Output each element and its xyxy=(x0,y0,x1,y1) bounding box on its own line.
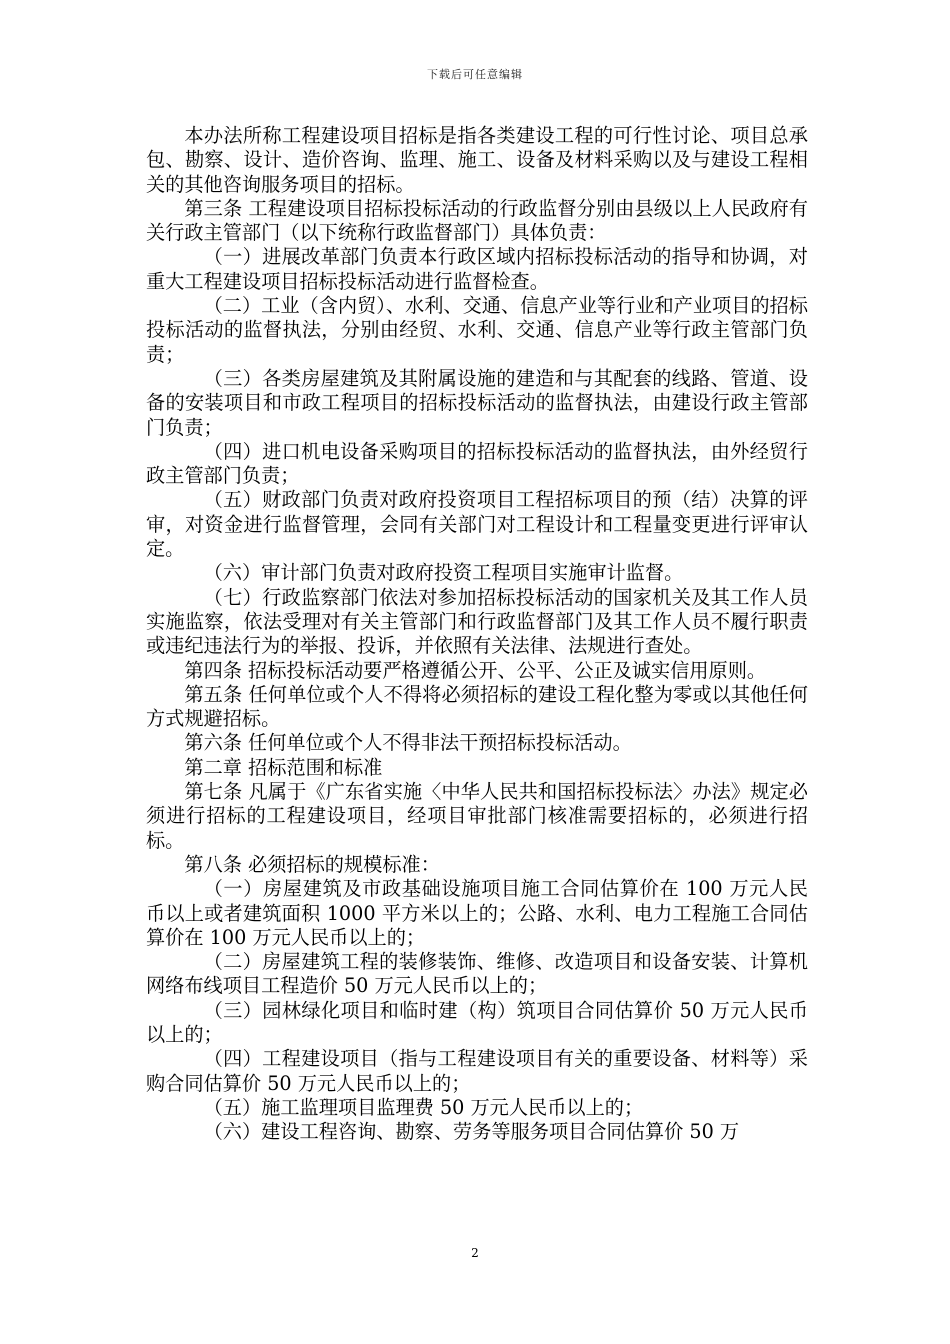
paragraph-18: （三）园林绿化项目和临时建（构）筑项目合同估算价 50 万元人民币以上的； xyxy=(146,998,808,1046)
paragraph-5: （三）各类房屋建筑及其附属设施的建造和与其配套的线路、管道、设备的安装项目和市政工程项目的招标投标活动的监督执法，由建设行政主管部门负责； xyxy=(146,366,808,439)
paragraph-3: （一）进展改革部门负责本行政区域内招标投标活动的指导和协调，对重大工程建设项目招标投标活动进行监督检查。 xyxy=(146,245,808,293)
paragraph-9: （七）行政监察部门依法对参加招标投标活动的国家机关及其工作人员实施监察，依法受理对有关主管部门和行政监督部门及其工作人员不履行职责或违纪违法行为的举报、投诉，并依照有关法律、法规进行查处。 xyxy=(146,585,808,658)
paragraph-6: （四）进口机电设备采购项目的招标投标活动的监督执法，由外经贸行政主管部门负责； xyxy=(146,439,808,488)
paragraph-11: 第五条 任何单位或个人不得将必须招标的建设工程化整为零或以其他任何方式规避招标。 xyxy=(146,682,808,731)
page-header-note: 下载后可任意编辑 xyxy=(427,68,523,81)
paragraph-12: 第六条 任何单位或个人不得非法干预招标投标活动。 xyxy=(184,731,632,755)
paragraph-19: （四）工程建设项目（指与工程建设项目有关的重要设备、材料等）采购合同估算价 50 万元人民币以上的； xyxy=(146,1047,808,1095)
paragraph-14: 第七条 凡属于《广东省实施〈中华人民共和国招标投标法〉办法》规定必须进行招标的工程建设项目，经项目审批部门核准需要招标的，必须进行招标。 xyxy=(146,780,808,852)
paragraph-15: 第八条 必须招标的规模标准： xyxy=(184,852,440,876)
paragraph-7: （五）财政部门负责对政府投资项目工程招标项目的预（结）决算的评审，对资金进行监督管理，会同有关部门对工程设计和工程量变更进行评审认定。 xyxy=(146,488,808,561)
paragraph-1: 本办法所称工程建设项目招标是指各类建设工程的可行性讨论、项目总承包、勘察、设计、造价咨询、监理、施工、设备及材料采购以及与建设工程相关的其他咨询服务项目的招标。 xyxy=(146,124,808,196)
paragraph-13: 第二章 招标范围和标准 xyxy=(184,755,383,779)
paragraph-10: 第四条 招标投标活动要严格遵循公开、公平、公正及诚实信用原则。 xyxy=(184,658,767,682)
paragraph-8: （六）审计部门负责对政府投资工程项目实施审计监督。 xyxy=(203,561,684,585)
paragraph-21: （六）建设工程咨询、勘察、劳务等服务项目合同估算价 50 万 xyxy=(203,1120,740,1144)
paragraph-4: （二）工业（含内贸）、水利、交通、信息产业等行业和产业项目的招标投标活动的监督执法，分别由经贸、水利、交通、信息产业等行政主管部门负责； xyxy=(146,294,808,366)
paragraph-16: （一）房屋建筑及市政基础设施项目施工合同估算价在 100 万元人民币以上或者建筑面积 1000 平方米以上的；公路、水利、电力工程施工合同估算价在 100 万元人民币以上的； xyxy=(146,877,808,949)
document-body xyxy=(146,124,808,1144)
page-number: 2 xyxy=(471,1246,479,1260)
paragraph-2: 第三条 工程建设项目招标投标活动的行政监督分别由县级以上人民政府有关行政主管部门（以下统称行政监督部门）具体负责： xyxy=(146,196,808,245)
paragraph-17: （二）房屋建筑工程的装修装饰、维修、改造项目和设备安装、计算机网络布线项目工程造价 50 万元人民币以上的； xyxy=(146,950,808,998)
paragraph-20: （五）施工监理项目监理费 50 万元人民币以上的； xyxy=(203,1095,644,1119)
